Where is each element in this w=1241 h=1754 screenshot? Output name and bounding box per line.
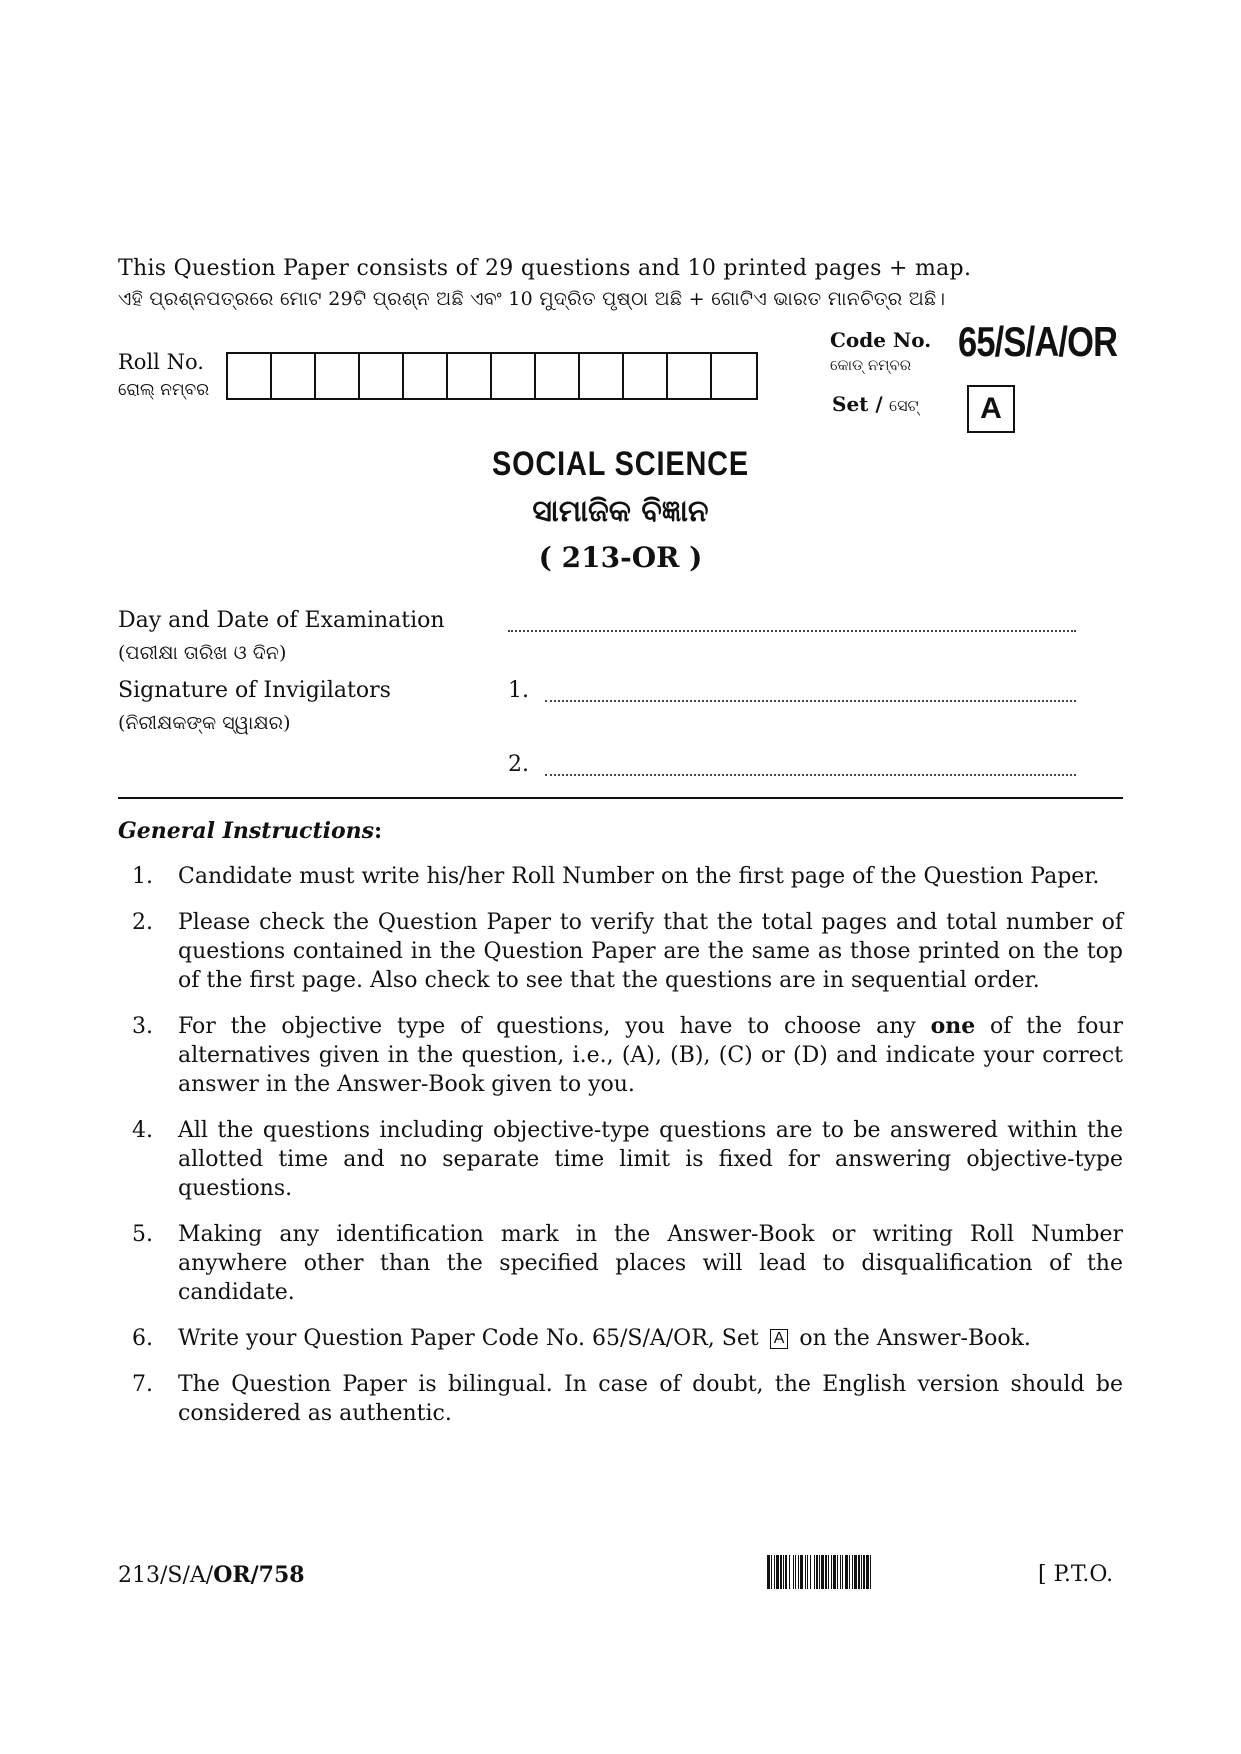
- exam-date-field[interactable]: [508, 630, 1076, 632]
- signature-2-number: 2.: [508, 752, 529, 777]
- instruction-text: Making any identification mark in the Answer-Book or writing Roll Number anywhere other than the specified places will lead to disqualification of the candidate.: [178, 1222, 1123, 1305]
- roll-number-box[interactable]: [712, 354, 756, 398]
- roll-number-box[interactable]: [492, 354, 536, 398]
- invigilator-signature-label: Signature of Invigilators: [118, 678, 391, 703]
- instruction-text: The Question Paper is bilingual. In case of doubt, the English version should be considered as authentic.: [178, 1372, 1123, 1426]
- set-label-english: Set /: [832, 392, 883, 416]
- roll-label-english: Roll No.: [118, 350, 204, 374]
- subject-title-odia: ସାମାଜିକ ବିଜ୍ଞାନ: [532, 494, 709, 529]
- set-box: A: [967, 385, 1015, 433]
- roll-number-box[interactable]: [668, 354, 712, 398]
- roll-number-box[interactable]: [228, 354, 272, 398]
- code-label-odia: କୋଡ୍ ନମ୍ବର: [830, 356, 912, 374]
- instruction-text: [178, 1324, 1123, 1353]
- instruction-item: [118, 1116, 1123, 1203]
- footer-code-prefix: 213/S/A/: [118, 1563, 214, 1588]
- code-label: Code No.: [830, 328, 932, 352]
- signature-1-number: 1.: [508, 678, 529, 703]
- set-label: [832, 392, 919, 416]
- instruction-text-part: on the Answer-Book.: [792, 1326, 1031, 1351]
- roll-number-box[interactable]: [360, 354, 404, 398]
- instruction-number: 4.: [132, 1118, 153, 1143]
- roll-number-box[interactable]: [536, 354, 580, 398]
- roll-number-box[interactable]: [624, 354, 668, 398]
- set-inline-box: A: [770, 1329, 789, 1349]
- instruction-number: 3.: [132, 1014, 153, 1039]
- instruction-text: Candidate must write his/her Roll Number on the first page of the Question Paper.: [178, 864, 1100, 889]
- invigilator-signature-label-odia: (ନିରୀକ୍ଷକଙ୍କ ସ୍ୱାକ୍ଷର): [118, 712, 291, 734]
- instructions-heading-text: General Instructions: [118, 818, 375, 844]
- instruction-item: [118, 1012, 1123, 1099]
- instruction-text-part: of the four alternatives given in the question, i.e., (A), (B), (C) or (D) and indicate your correct answer in the Answer-Book given to you.: [178, 1014, 1123, 1097]
- instructions-heading-colon: :: [374, 818, 383, 844]
- instruction-item: [118, 908, 1123, 995]
- footer-paper-code: [118, 1562, 305, 1588]
- signature-1-field[interactable]: [545, 700, 1076, 702]
- instruction-text-part: Write your Question Paper Code No. 65/S/A/OR, Set: [178, 1326, 766, 1351]
- instruction-item: [118, 1220, 1123, 1307]
- roll-number-box[interactable]: [316, 354, 360, 398]
- roll-number-boxes[interactable]: [226, 352, 758, 400]
- set-label-odia: ସେଟ୍: [889, 396, 919, 415]
- roll-number-box[interactable]: [580, 354, 624, 398]
- instruction-text: [178, 1012, 1123, 1099]
- instruction-number: 5.: [132, 1222, 153, 1247]
- roll-number-box[interactable]: [448, 354, 492, 398]
- instruction-number: 2.: [132, 910, 153, 935]
- exam-date-label-odia: (ପରୀକ୍ଷା ତାରିଖ ଓ ଦିନ): [118, 642, 287, 664]
- footer-code-bold: OR/758: [213, 1562, 305, 1588]
- roll-number-label: [118, 348, 209, 404]
- roll-label-odia: ରୋଲ୍ ନମ୍ବର: [118, 380, 210, 400]
- instruction-number: 7.: [132, 1372, 153, 1397]
- instruction-emphasis: one: [930, 1013, 976, 1039]
- instructions-heading: [118, 818, 382, 844]
- exam-date-label: Day and Date of Examination: [118, 608, 445, 633]
- instruction-item: [118, 1324, 1123, 1353]
- signature-2-field[interactable]: [545, 774, 1076, 776]
- roll-number-box[interactable]: [272, 354, 316, 398]
- instructions-list: [118, 862, 1123, 1445]
- instruction-number: 6.: [132, 1326, 153, 1351]
- instruction-text: Please check the Question Paper to verify that the total pages and total number of questions contained in the Question Paper are the same as those printed on the top of the first page. Also check to see that the questions are in sequential order.: [178, 910, 1123, 993]
- paper-code: 65/S/A/OR: [958, 318, 1118, 365]
- roll-number-box[interactable]: [404, 354, 448, 398]
- instruction-text-part: For the objective type of questions, you have to choose any: [178, 1014, 931, 1039]
- pto-marker: [ P.T.O.: [1038, 1562, 1114, 1587]
- instruction-item: [118, 1370, 1123, 1428]
- instruction-text: All the questions including objective-type questions are to be answered within the allotted time and no separate time limit is fixed for answering objective-type questions.: [178, 1118, 1123, 1201]
- paper-info-line-odia: ଏହି ପ୍ରଶ୍ନପତ୍ରରେ ମୋଟ 29ଟି ପ୍ରଶ୍ନ ଅଛି ଏବଂ 10 ମୁଦ୍ରିତ ପୃଷ୍ଠା ଅଛି + ଗୋଟିଏ ଭାରତ ମାନଚିତ୍ର ଅଛି।: [118, 288, 946, 310]
- divider-line: [118, 797, 1123, 799]
- subject-code: ( 213-OR ): [538, 541, 703, 574]
- barcode-bar: [871, 1555, 873, 1589]
- instruction-number: 1.: [132, 864, 153, 889]
- instruction-item: [118, 862, 1123, 891]
- paper-info-line: This Question Paper consists of 29 questions and 10 printed pages + map.: [118, 256, 972, 281]
- subject-title: SOCIAL SCIENCE: [491, 445, 750, 483]
- barcode-image: [767, 1555, 873, 1589]
